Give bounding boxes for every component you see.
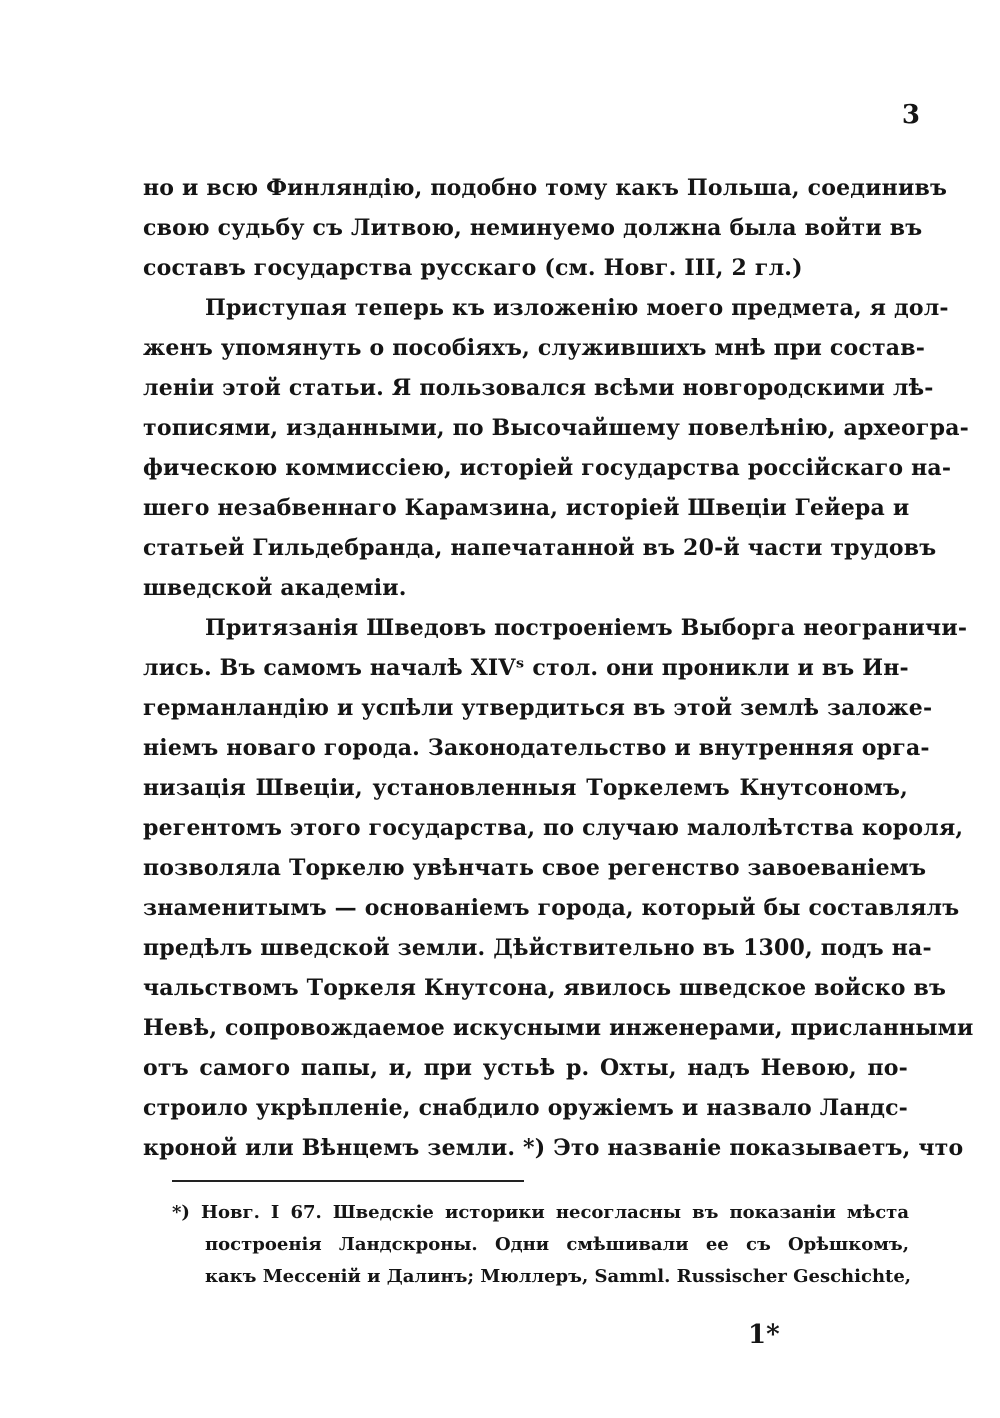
text-line: позволяла Торкелю увѣнчать свое регенство завоеваніемъ bbox=[143, 855, 927, 881]
text-line: германландію и успѣли утвердиться въ этой землѣ заложе- bbox=[143, 695, 933, 721]
footnote-line: построенія Ландскроны. Одни смѣшивали ее съ Орѣшкомъ, bbox=[205, 1234, 909, 1255]
text-line: шего незабвеннаго Карамзина, исторіей Швеціи Гейера и bbox=[143, 495, 910, 521]
paragraph-start-line: Притязанія Шведовъ построеніемъ Выборга неограничи- bbox=[205, 615, 968, 641]
text-line: строило укрѣпленіе, снабдило оружіемъ и назвало Ландс- bbox=[143, 1095, 908, 1121]
footnote-line: какъ Мессеній и Далинъ; Мюллеръ, Samml. Russischer Geschichte, bbox=[205, 1266, 912, 1287]
text-line: статьей Гильдебранда, напечатанной въ 20-й части трудовъ bbox=[143, 535, 937, 561]
text-line: женъ упомянуть о пособіяхъ, служившихъ мнѣ при состав- bbox=[143, 335, 926, 361]
text-line: регентомъ этого государства, по случаю малолѣтства короля, bbox=[143, 815, 964, 841]
text-line: низація Швеціи, установленныя Торкелемъ Кнутсономъ, bbox=[143, 775, 908, 801]
text-line: ніемъ новаго города. Законодательство и внутренняя орга- bbox=[143, 735, 930, 761]
text-line: предѣлъ шведской земли. Дѣйствительно въ 1300, подъ на- bbox=[143, 935, 932, 961]
footnote-divider bbox=[172, 1180, 524, 1182]
printer-signature-mark: 1* bbox=[748, 1320, 780, 1350]
text-line: отъ самого папы, и, при устьѣ р. Охты, надъ Невою, по- bbox=[143, 1055, 908, 1081]
page-number: 3 bbox=[901, 100, 920, 130]
text-line: шведской академіи. bbox=[143, 575, 407, 601]
text-line: Невѣ, сопровождаемое искусными инженерами, присланными bbox=[143, 1015, 974, 1041]
text-line: леніи этой статьи. Я пользовался всѣми новгородскими лѣ- bbox=[143, 375, 934, 401]
text-line: знаменитымъ — основаніемъ города, который бы составлялъ bbox=[143, 895, 960, 921]
text-line: составъ государства русскаго (см. Новг. III, 2 гл.) bbox=[143, 255, 803, 281]
paragraph-start-line: Приступая теперь къ изложенію моего предмета, я дол- bbox=[205, 295, 949, 321]
body-text bbox=[143, 168, 974, 1168]
footnote-line: *) Новг. I 67. Шведскіе историки несогласны въ показаніи мѣста bbox=[172, 1202, 909, 1223]
text-line: фическою коммиссіею, исторіей государства россійскаго на- bbox=[143, 455, 952, 481]
text-line: лись. Въ самомъ началѣ XIVˢ стол. они проникли и въ Ин- bbox=[143, 655, 909, 681]
text-line: свою судьбу съ Литвою, неминуемо должна была войти въ bbox=[143, 215, 923, 241]
text-line: тописями, изданными, по Высочайшему повелѣнію, археогра- bbox=[143, 415, 969, 441]
text-line: но и всю Финляндію, подобно тому какъ Польша, соединивъ bbox=[143, 175, 948, 201]
footnote bbox=[172, 1197, 912, 1293]
text-line: чальствомъ Торкеля Кнутсона, явилось шведское войско въ bbox=[143, 975, 947, 1001]
text-line: кроной или Вѣнцемъ земли. *) Это названіе показываетъ, что bbox=[143, 1135, 964, 1161]
